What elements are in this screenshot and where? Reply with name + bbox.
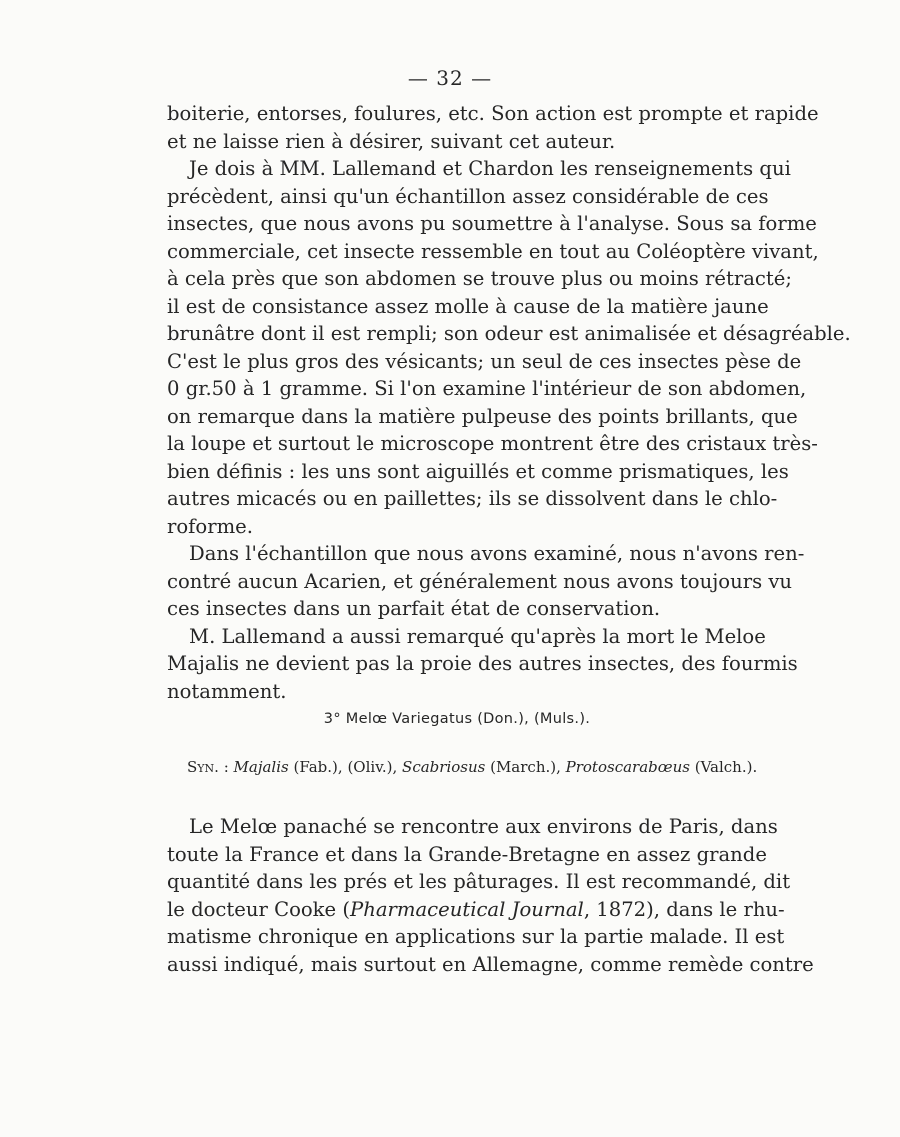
page-number: — 32 — [407,66,493,90]
text-line: ces insectes dans un parfait état de conservation. [167,597,661,620]
text-segment: le docteur Cooke ( [167,897,351,921]
text-line: précèdent, ainsi qu'un échantillon assez considérable de ces [167,184,769,208]
text-line: bien définis : les uns sont aiguillés et comme prismatiques, les [167,459,789,483]
paragraph-block-upper [167,100,851,705]
species-authority: (March.), [485,758,566,776]
synonymy-label: Syn. [187,758,219,776]
text-line: M. Lallemand a aussi remarqué qu'après la mort le Meloe [189,624,766,648]
text-line: quantité dans les prés et les pâturages. Il est recommandé, dit [167,870,791,893]
text-line: Dans l'échantillon que nous avons examiné, nous n'avons ren- [189,542,805,565]
synonymy-line [187,758,758,776]
text-line: commerciale, cet insecte ressemble en tout au Coléoptère vivant, [167,239,819,263]
text-segment: , 1872), dans le rhu- [583,897,785,921]
text-line: la loupe et surtout le microscope montrent être des cristaux très- [167,432,818,455]
species-authority: (Valch.). [689,758,758,776]
text-line: Majalis ne devient pas la proie des autres insectes, des fourmis [167,652,798,675]
text-line: matisme chronique en applications sur la partie malade. Il est [167,925,785,948]
journal-title: Pharmaceutical Journal [350,897,584,921]
text-line [167,896,785,924]
text-line: on remarque dans la matière pulpeuse des points brillants, que [167,404,798,428]
section-heading: 3° Melœ Variegatus (Don.), (Muls.). [323,711,591,727]
text-line: et ne laisse rien à désirer, suivant cet auteur. [167,129,616,153]
paragraph-block-lower [167,813,814,978]
text-line: roforme. [167,514,253,538]
text-line: aussi indiqué, mais surtout en Allemagne, comme remède contre [167,952,814,976]
text-line: Le Melœ panaché se rencontre aux environs de Paris, dans [189,815,778,838]
text-line: il est de consistance assez molle à cause de la matière jaune [167,294,769,318]
text-line: C'est le plus gros des vésicants; un seul de ces insectes pèse de [167,349,802,373]
species-authority: (Fab.), (Oliv.), [288,758,403,776]
text-line: contré aucun Acarien, et généralement nous avons toujours vu [167,569,793,593]
species-name: Scabriosus [402,758,486,776]
species-name: Majalis [233,758,289,776]
text-line: brunâtre dont il est rempli; son odeur est animalisée et désagréable. [167,322,851,345]
text-line: Je dois à MM. Lallemand et Chardon les renseignements qui [189,157,791,180]
text-line: toute la France et dans la Grande-Bretagne en assez grande [167,842,767,866]
text-line: insectes, que nous avons pu soumettre à l'analyse. Sous sa forme [167,212,817,235]
synonymy-separator: : [218,758,234,776]
text-line: autres micacés ou en paillettes; ils se dissolvent dans le chlo- [167,487,778,510]
text-line: à cela près que son abdomen se trouve plus ou moins rétracté; [167,267,792,290]
text-line: 0 gr.50 à 1 gramme. Si l'on examine l'intérieur de son abdomen, [167,377,807,400]
text-line: boiterie, entorses, foulures, etc. Son action est prompte et rapide [167,102,819,125]
text-line: notamment. [167,679,287,703]
species-name: Protoscarabœus [565,758,690,776]
